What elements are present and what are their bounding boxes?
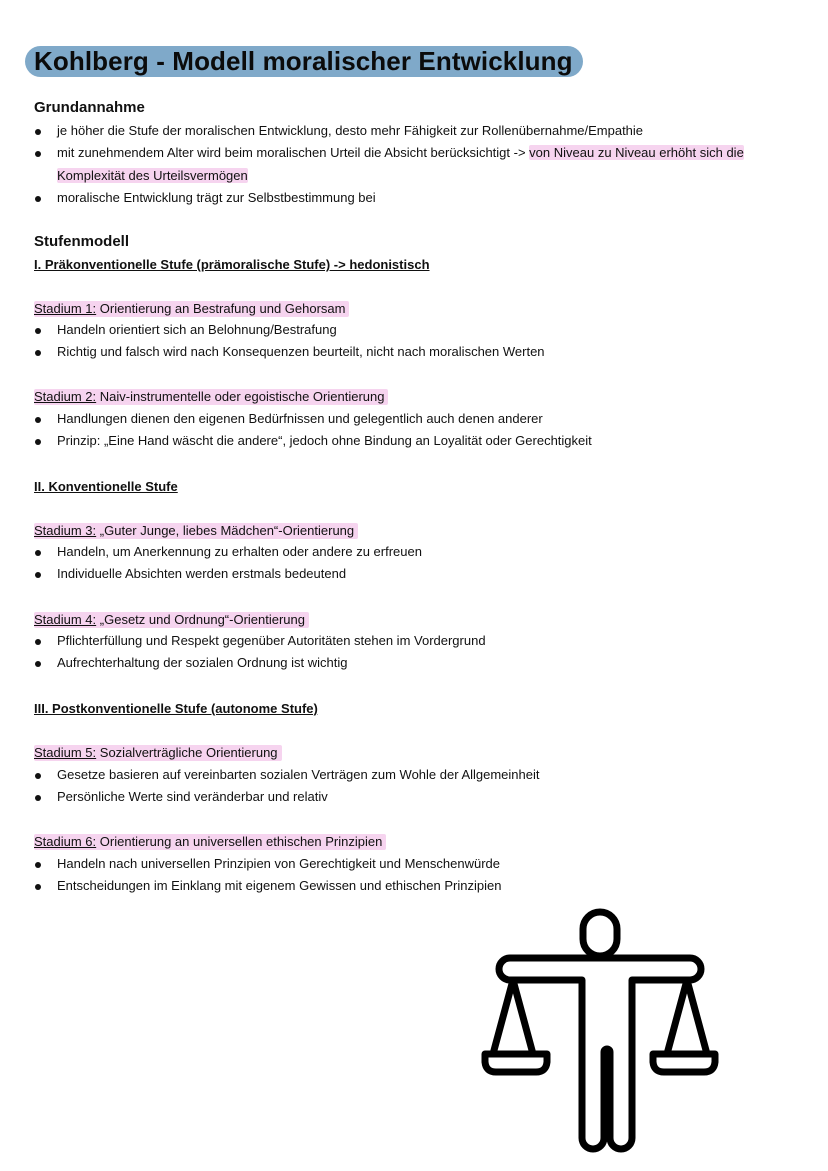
highlighted-text: Komplexität des Urteilsvermögen <box>57 167 248 183</box>
list-item: Individuelle Absichten werden erstmals bedeutend <box>34 563 422 585</box>
level-heading-2: II. Konventionelle Stufe <box>34 479 178 494</box>
stage-heading-2: Stadium 2: Naiv-instrumentelle oder egoistische Orientierung <box>34 389 388 404</box>
person-scales-justice-icon <box>480 906 720 1156</box>
section-heading-stufenmodell: Stufenmodell <box>34 233 130 250</box>
stage-2-list <box>34 408 592 453</box>
stage-3-list <box>34 541 422 586</box>
stage-5-list <box>34 764 540 809</box>
stage-4-list <box>34 630 486 675</box>
list-item: mit zunehmendem Alter wird beim moralischen Urteil die Absicht berücksichtigt -> von Niveau zu Niveau erhöht sich die Komplexität des Urteilsvermögen <box>34 142 804 187</box>
level-heading-1: I. Präkonventionelle Stufe (prämoralische Stufe) -> hedonistisch <box>34 257 430 272</box>
section-heading-grundannahme: Grundannahme <box>34 99 145 116</box>
list-item: Prinzip: „Eine Hand wäscht die andere“, jedoch ohne Bindung an Loyalität oder Gerechtigkeit <box>34 430 592 452</box>
list-item: Handeln nach universellen Prinzipien von Gerechtigkeit und Menschenwürde <box>34 853 501 875</box>
list-item: Handlungen dienen den eigenen Bedürfnissen und gelegentlich auch denen anderer <box>34 408 592 430</box>
list-item: je höher die Stufe der moralischen Entwicklung, desto mehr Fähigkeit zur Rollenübernahme/Empathie <box>34 120 804 142</box>
stage-heading-5: Stadium 5: Sozialverträgliche Orientierung <box>34 745 282 760</box>
list-item: Richtig und falsch wird nach Konsequenzen beurteilt, nicht nach moralischen Werten <box>34 341 545 363</box>
stage-heading-4: Stadium 4: „Gesetz und Ordnung“-Orientierung <box>34 612 309 627</box>
highlighted-text: von Niveau zu Niveau erhöht sich die <box>529 145 744 161</box>
stage-heading-1: Stadium 1: Orientierung an Bestrafung und Gehorsam <box>34 301 349 316</box>
stage-heading-6: Stadium 6: Orientierung an universellen ethischen Prinzipien <box>34 834 386 849</box>
stage-1-list <box>34 319 545 364</box>
stage-heading-3: Stadium 3: „Guter Junge, liebes Mädchen“-Orientierung <box>34 523 358 538</box>
list-item: Pflichterfüllung und Respekt gegenüber Autoritäten stehen im Vordergrund <box>34 630 486 652</box>
list-item: Handeln, um Anerkennung zu erhalten oder andere zu erfreuen <box>34 541 422 563</box>
list-item: Handeln orientiert sich an Belohnung/Bestrafung <box>34 319 545 341</box>
list-item: moralische Entwicklung trägt zur Selbstbestimmung bei <box>34 187 804 209</box>
page-title: Kohlberg - Modell moralischer Entwicklung <box>25 46 583 77</box>
stage-6-list <box>34 853 501 898</box>
list-item: Gesetze basieren auf vereinbarten sozialen Verträgen zum Wohle der Allgemeinheit <box>34 764 540 786</box>
list-item: Entscheidungen im Einklang mit eigenem Gewissen und ethischen Prinzipien <box>34 875 501 897</box>
list-item: Persönliche Werte sind veränderbar und relativ <box>34 786 540 808</box>
list-item: Aufrechterhaltung der sozialen Ordnung ist wichtig <box>34 652 486 674</box>
grundannahme-list <box>34 120 804 209</box>
level-heading-3: III. Postkonventionelle Stufe (autonome Stufe) <box>34 701 318 716</box>
